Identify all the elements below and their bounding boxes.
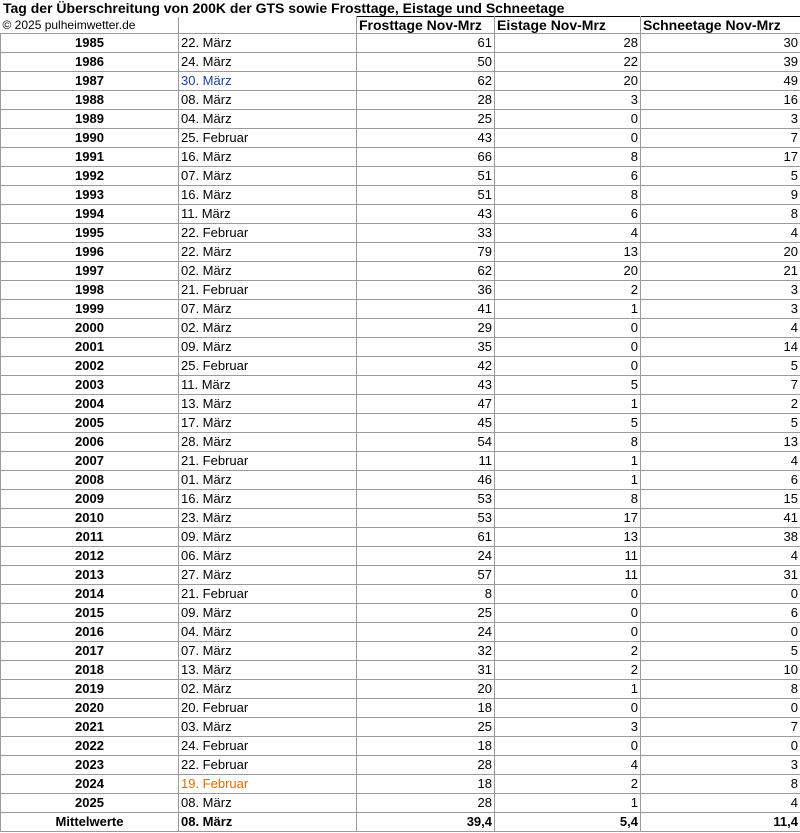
eistage-cell: 17 xyxy=(495,509,641,528)
date-cell: 16. März xyxy=(179,148,357,167)
eistage-cell: 0 xyxy=(495,110,641,129)
date-cell: 08. März xyxy=(179,91,357,110)
eistage-cell: 5 xyxy=(495,414,641,433)
year-cell: 2004 xyxy=(1,395,179,414)
schneetage-cell: 21 xyxy=(641,262,800,281)
eistage-cell: 6 xyxy=(495,167,641,186)
eistage-cell: 11 xyxy=(495,566,641,585)
date-cell: 11. März xyxy=(179,376,357,395)
frosttage-cell: 33 xyxy=(357,224,495,243)
date-cell: 20. Februar xyxy=(179,699,357,718)
table-row xyxy=(1,148,800,167)
schneetage-cell: 5 xyxy=(641,167,800,186)
table-row xyxy=(1,357,800,376)
schneetage-cell: 4 xyxy=(641,794,800,813)
year-cell: 2022 xyxy=(1,737,179,756)
frosttage-cell: 20 xyxy=(357,680,495,699)
schneetage-cell: 3 xyxy=(641,281,800,300)
copyright-text: © 2025 pulheimwetter.de xyxy=(1,17,179,34)
date-cell: 13. März xyxy=(179,661,357,680)
date-cell: 24. März xyxy=(179,53,357,72)
schneetage-cell: 4 xyxy=(641,319,800,338)
header-blank-cell xyxy=(179,17,357,34)
frosttage-cell: 28 xyxy=(357,756,495,775)
date-cell: 07. März xyxy=(179,300,357,319)
schneetage-cell: 3 xyxy=(641,756,800,775)
eistage-cell: 0 xyxy=(495,338,641,357)
schneetage-cell: 7 xyxy=(641,718,800,737)
schneetage-cell: 6 xyxy=(641,471,800,490)
eistage-cell: 0 xyxy=(495,604,641,623)
table-row xyxy=(1,167,800,186)
eistage-cell: 8 xyxy=(495,148,641,167)
eistage-cell: 22 xyxy=(495,53,641,72)
year-cell: 2006 xyxy=(1,433,179,452)
table-row xyxy=(1,604,800,623)
header-frosttage: Frosttage Nov-Mrz xyxy=(357,17,495,34)
eistage-cell: 20 xyxy=(495,262,641,281)
table-row xyxy=(1,205,800,224)
frosttage-cell: 62 xyxy=(357,262,495,281)
eistage-cell: 0 xyxy=(495,319,641,338)
year-cell: 1996 xyxy=(1,243,179,262)
year-cell: 2005 xyxy=(1,414,179,433)
year-cell: 1989 xyxy=(1,110,179,129)
table-row xyxy=(1,224,800,243)
table-row xyxy=(1,509,800,528)
date-cell: 04. März xyxy=(179,110,357,129)
date-cell: 22. März xyxy=(179,34,357,53)
year-cell: 2023 xyxy=(1,756,179,775)
table-row xyxy=(1,414,800,433)
year-cell: 1995 xyxy=(1,224,179,243)
year-cell: 2010 xyxy=(1,509,179,528)
date-cell: 07. März xyxy=(179,642,357,661)
eistage-cell: 0 xyxy=(495,357,641,376)
schneetage-cell: 0 xyxy=(641,737,800,756)
schneetage-cell: 3 xyxy=(641,110,800,129)
eistage-cell: 3 xyxy=(495,718,641,737)
year-cell: 2024 xyxy=(1,775,179,794)
eistage-cell: 28 xyxy=(495,34,641,53)
frosttage-cell: 29 xyxy=(357,319,495,338)
date-cell: 09. März xyxy=(179,604,357,623)
frosttage-cell: 11 xyxy=(357,452,495,471)
frosttage-cell: 25 xyxy=(357,718,495,737)
frosttage-cell: 18 xyxy=(357,737,495,756)
year-cell: 2002 xyxy=(1,357,179,376)
frosttage-cell: 28 xyxy=(357,794,495,813)
year-cell: 1992 xyxy=(1,167,179,186)
date-cell: 02. März xyxy=(179,680,357,699)
date-cell: 02. März xyxy=(179,319,357,338)
year-cell: 2016 xyxy=(1,623,179,642)
table-row xyxy=(1,395,800,414)
table-row xyxy=(1,585,800,604)
year-cell: 1990 xyxy=(1,129,179,148)
eistage-cell: 2 xyxy=(495,642,641,661)
frosttage-cell: 61 xyxy=(357,528,495,547)
header-schneetage: Schneetage Nov-Mrz xyxy=(641,17,800,34)
schneetage-cell: 3 xyxy=(641,300,800,319)
eistage-cell: 11 xyxy=(495,547,641,566)
table-row xyxy=(1,53,800,72)
schneetage-cell: 7 xyxy=(641,376,800,395)
table-row xyxy=(1,34,800,53)
year-cell: 1997 xyxy=(1,262,179,281)
frosttage-cell: 42 xyxy=(357,357,495,376)
date-cell: 08. März xyxy=(179,794,357,813)
eistage-cell: 13 xyxy=(495,243,641,262)
year-cell: 2003 xyxy=(1,376,179,395)
year-cell: 2011 xyxy=(1,528,179,547)
table-row xyxy=(1,718,800,737)
frosttage-cell: 25 xyxy=(357,604,495,623)
year-cell: 1985 xyxy=(1,34,179,53)
eistage-cell: 2 xyxy=(495,661,641,680)
schneetage-cell: 15 xyxy=(641,490,800,509)
data-table xyxy=(0,16,800,832)
frosttage-cell: 28 xyxy=(357,91,495,110)
frosttage-cell: 24 xyxy=(357,623,495,642)
date-cell: 24. Februar xyxy=(179,737,357,756)
date-cell: 25. Februar xyxy=(179,129,357,148)
table-row xyxy=(1,623,800,642)
date-cell: 22. Februar xyxy=(179,756,357,775)
schneetage-cell: 0 xyxy=(641,585,800,604)
eistage-cell: 5 xyxy=(495,376,641,395)
date-cell: 21. Februar xyxy=(179,585,357,604)
eistage-cell: 1 xyxy=(495,471,641,490)
date-cell: 04. März xyxy=(179,623,357,642)
year-cell: 1998 xyxy=(1,281,179,300)
table-row xyxy=(1,699,800,718)
mean-label: Mittelwerte xyxy=(1,813,179,832)
year-cell: 2017 xyxy=(1,642,179,661)
header-eistage: Eistage Nov-Mrz xyxy=(495,17,641,34)
schneetage-cell: 8 xyxy=(641,205,800,224)
year-cell: 1994 xyxy=(1,205,179,224)
sheet-title: Tag der Überschreitung von 200K der GTS sowie Frosttage, Eistage und Schneetage xyxy=(3,0,565,16)
year-cell: 1991 xyxy=(1,148,179,167)
table-row xyxy=(1,243,800,262)
frosttage-cell: 62 xyxy=(357,72,495,91)
schneetage-cell: 17 xyxy=(641,148,800,167)
eistage-cell: 1 xyxy=(495,452,641,471)
date-cell: 13. März xyxy=(179,395,357,414)
frosttage-cell: 8 xyxy=(357,585,495,604)
date-cell: 21. Februar xyxy=(179,281,357,300)
table-row xyxy=(1,490,800,509)
schneetage-cell: 14 xyxy=(641,338,800,357)
date-cell: 22. Februar xyxy=(179,224,357,243)
table-row xyxy=(1,680,800,699)
date-cell: 09. März xyxy=(179,338,357,357)
eistage-cell: 0 xyxy=(495,585,641,604)
mean-frosttage: 39,4 xyxy=(357,813,495,832)
table-row xyxy=(1,528,800,547)
frosttage-cell: 43 xyxy=(357,376,495,395)
schneetage-cell: 9 xyxy=(641,186,800,205)
schneetage-cell: 0 xyxy=(641,623,800,642)
frosttage-cell: 61 xyxy=(357,34,495,53)
schneetage-cell: 4 xyxy=(641,224,800,243)
mean-date: 08. März xyxy=(179,813,357,832)
schneetage-cell: 8 xyxy=(641,680,800,699)
table-row xyxy=(1,661,800,680)
schneetage-cell: 0 xyxy=(641,699,800,718)
year-cell: 2000 xyxy=(1,319,179,338)
eistage-cell: 8 xyxy=(495,186,641,205)
frosttage-cell: 32 xyxy=(357,642,495,661)
frosttage-cell: 41 xyxy=(357,300,495,319)
eistage-cell: 2 xyxy=(495,775,641,794)
table-row xyxy=(1,91,800,110)
date-cell: 19. Februar xyxy=(179,775,357,794)
schneetage-cell: 6 xyxy=(641,604,800,623)
eistage-cell: 6 xyxy=(495,205,641,224)
schneetage-cell: 13 xyxy=(641,433,800,452)
frosttage-cell: 79 xyxy=(357,243,495,262)
schneetage-cell: 38 xyxy=(641,528,800,547)
year-cell: 2021 xyxy=(1,718,179,737)
table-row xyxy=(1,319,800,338)
eistage-cell: 20 xyxy=(495,72,641,91)
schneetage-cell: 7 xyxy=(641,129,800,148)
table-row xyxy=(1,471,800,490)
frosttage-cell: 51 xyxy=(357,167,495,186)
eistage-cell: 0 xyxy=(495,737,641,756)
schneetage-cell: 5 xyxy=(641,414,800,433)
eistage-cell: 8 xyxy=(495,490,641,509)
frosttage-cell: 45 xyxy=(357,414,495,433)
frosttage-cell: 50 xyxy=(357,53,495,72)
table-row xyxy=(1,547,800,566)
date-cell: 16. März xyxy=(179,186,357,205)
frosttage-cell: 46 xyxy=(357,471,495,490)
eistage-cell: 1 xyxy=(495,794,641,813)
schneetage-cell: 20 xyxy=(641,243,800,262)
year-cell: 1986 xyxy=(1,53,179,72)
year-cell: 2018 xyxy=(1,661,179,680)
table-row xyxy=(1,262,800,281)
date-cell: 17. März xyxy=(179,414,357,433)
schneetage-cell: 4 xyxy=(641,547,800,566)
date-cell: 06. März xyxy=(179,547,357,566)
eistage-cell: 1 xyxy=(495,680,641,699)
year-cell: 2013 xyxy=(1,566,179,585)
table-row xyxy=(1,129,800,148)
eistage-cell: 1 xyxy=(495,395,641,414)
table-row xyxy=(1,281,800,300)
date-cell: 21. Februar xyxy=(179,452,357,471)
frosttage-cell: 66 xyxy=(357,148,495,167)
date-cell: 01. März xyxy=(179,471,357,490)
mean-row xyxy=(1,813,800,832)
schneetage-cell: 16 xyxy=(641,91,800,110)
frosttage-cell: 31 xyxy=(357,661,495,680)
date-cell: 11. März xyxy=(179,205,357,224)
year-cell: 1999 xyxy=(1,300,179,319)
frosttage-cell: 53 xyxy=(357,490,495,509)
table-row xyxy=(1,338,800,357)
table-row xyxy=(1,642,800,661)
date-cell: 30. März xyxy=(179,72,357,91)
table-row xyxy=(1,110,800,129)
table-row xyxy=(1,566,800,585)
table-row xyxy=(1,452,800,471)
schneetage-cell: 4 xyxy=(641,452,800,471)
date-cell: 25. Februar xyxy=(179,357,357,376)
eistage-cell: 4 xyxy=(495,224,641,243)
schneetage-cell: 39 xyxy=(641,53,800,72)
date-cell: 27. März xyxy=(179,566,357,585)
eistage-cell: 0 xyxy=(495,129,641,148)
frosttage-cell: 18 xyxy=(357,699,495,718)
year-cell: 2008 xyxy=(1,471,179,490)
frosttage-cell: 54 xyxy=(357,433,495,452)
frosttage-cell: 25 xyxy=(357,110,495,129)
schneetage-cell: 31 xyxy=(641,566,800,585)
year-cell: 2020 xyxy=(1,699,179,718)
table-row xyxy=(1,794,800,813)
frosttage-cell: 24 xyxy=(357,547,495,566)
eistage-cell: 4 xyxy=(495,756,641,775)
year-cell: 2025 xyxy=(1,794,179,813)
schneetage-cell: 5 xyxy=(641,357,800,376)
eistage-cell: 1 xyxy=(495,300,641,319)
table-row xyxy=(1,186,800,205)
table-row xyxy=(1,737,800,756)
schneetage-cell: 2 xyxy=(641,395,800,414)
date-cell: 07. März xyxy=(179,167,357,186)
schneetage-cell: 30 xyxy=(641,34,800,53)
eistage-cell: 3 xyxy=(495,91,641,110)
eistage-cell: 13 xyxy=(495,528,641,547)
year-cell: 2001 xyxy=(1,338,179,357)
schneetage-cell: 5 xyxy=(641,642,800,661)
eistage-cell: 2 xyxy=(495,281,641,300)
date-cell: 28. März xyxy=(179,433,357,452)
frosttage-cell: 47 xyxy=(357,395,495,414)
frosttage-cell: 53 xyxy=(357,509,495,528)
date-cell: 09. März xyxy=(179,528,357,547)
date-cell: 03. März xyxy=(179,718,357,737)
year-cell: 2009 xyxy=(1,490,179,509)
table-row xyxy=(1,756,800,775)
date-cell: 02. März xyxy=(179,262,357,281)
table-row xyxy=(1,775,800,794)
mean-schneetage: 11,4 xyxy=(641,813,800,832)
schneetage-cell: 10 xyxy=(641,661,800,680)
table-row xyxy=(1,376,800,395)
frosttage-cell: 51 xyxy=(357,186,495,205)
table-row xyxy=(1,300,800,319)
year-cell: 2014 xyxy=(1,585,179,604)
year-cell: 1987 xyxy=(1,72,179,91)
table-row xyxy=(1,433,800,452)
schneetage-cell: 41 xyxy=(641,509,800,528)
date-cell: 23. März xyxy=(179,509,357,528)
schneetage-cell: 8 xyxy=(641,775,800,794)
year-cell: 2012 xyxy=(1,547,179,566)
frosttage-cell: 35 xyxy=(357,338,495,357)
year-cell: 1988 xyxy=(1,91,179,110)
frosttage-cell: 18 xyxy=(357,775,495,794)
eistage-cell: 0 xyxy=(495,623,641,642)
header-row xyxy=(1,17,800,34)
frosttage-cell: 57 xyxy=(357,566,495,585)
year-cell: 2007 xyxy=(1,452,179,471)
date-cell: 16. März xyxy=(179,490,357,509)
frosttage-cell: 43 xyxy=(357,129,495,148)
year-cell: 2019 xyxy=(1,680,179,699)
table-row xyxy=(1,72,800,91)
frosttage-cell: 36 xyxy=(357,281,495,300)
date-cell: 22. März xyxy=(179,243,357,262)
year-cell: 1993 xyxy=(1,186,179,205)
year-cell: 2015 xyxy=(1,604,179,623)
frosttage-cell: 43 xyxy=(357,205,495,224)
eistage-cell: 0 xyxy=(495,699,641,718)
mean-eistage: 5,4 xyxy=(495,813,641,832)
schneetage-cell: 49 xyxy=(641,72,800,91)
eistage-cell: 8 xyxy=(495,433,641,452)
